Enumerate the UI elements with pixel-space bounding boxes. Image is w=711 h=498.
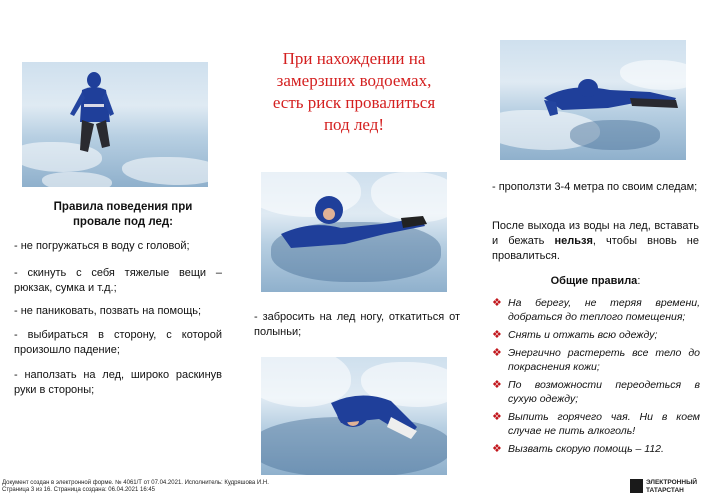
person-in-water-figure [261, 172, 447, 292]
page-title: При нахождении на замерзших водоемах, есть риск провалиться под лед! [272, 49, 436, 134]
after-exit-text [492, 219, 699, 264]
rules-item: - выбираться в сторону, с которой произошло падение; [14, 329, 222, 356]
rules-item: - не погружаться в воду с головой; [14, 240, 190, 252]
general-rule-item [492, 296, 700, 324]
photo-walking-on-ice [22, 62, 208, 187]
photo-climbing-out [261, 357, 447, 475]
general-rule-text: По возможности переодеться в сухую одежду; [508, 379, 700, 405]
after-exit-post: , чтобы вновь не провалиться. [492, 235, 699, 262]
general-rule-text: Вызвать скорую помощь – 112. [508, 443, 664, 455]
footer-line-2: Страница 3 из 16. Страница создана: 06.04.2021 16:45 [2, 487, 155, 493]
footer-line-1: Документ создан в электронной форме. № 4061/Т от 07.04.2021. Исполнитель: Кудряшова И.Н. [2, 480, 269, 486]
electronic-tatarstan-logo [630, 478, 710, 496]
crawl-instruction: - проползти 3-4 метра по своим следам; [492, 181, 698, 193]
person-climbing-figure [261, 357, 447, 475]
general-rule-item [492, 378, 700, 406]
general-rules-heading-colon: : [637, 275, 641, 287]
general-rules-heading-text: Общие правила [550, 275, 638, 287]
after-exit-pre: После выхода из воды на лед, вставать и бежать [492, 220, 699, 247]
logo-line-2: ТАТАРСТАН [646, 487, 684, 494]
diamond-bullet-icon: ❖ [492, 379, 502, 391]
general-rules-list [492, 296, 700, 460]
general-rule-item [492, 346, 700, 374]
general-rule-text: На берегу, не теряя времени, добраться до теплого помещения; [508, 297, 700, 323]
middle-instruction: - забросить на лед ногу, откатиться от полыньи; [254, 311, 460, 338]
diamond-bullet-icon: ❖ [492, 347, 502, 359]
rules-item: - скинуть с себя тяжелые вещи – рюкзак, сумка и т.д.; [14, 267, 222, 294]
diamond-bullet-icon: ❖ [492, 329, 502, 341]
general-rule-item [492, 328, 700, 342]
diamond-bullet-icon: ❖ [492, 297, 502, 309]
diamond-bullet-icon: ❖ [492, 411, 502, 423]
general-rule-text: Энергично растереть все тело до покраснения кожи; [508, 347, 700, 373]
logo-line-1: ЭЛЕКТРОННЫЙ [646, 479, 698, 486]
document-footer [2, 480, 269, 494]
photo-person-in-ice-hole [261, 172, 447, 292]
general-rule-item [492, 410, 700, 438]
photo-crawling-on-ice [500, 40, 686, 160]
logo-mark-icon [630, 479, 643, 493]
general-rules-heading [492, 274, 699, 289]
rules-item: - наползать на лед, широко раскинув руки в стороны; [14, 369, 222, 396]
general-rule-text: Снять и отжать всю одежду; [508, 329, 658, 341]
after-exit-bold: нельзя [554, 235, 593, 247]
crawling-person-figure [500, 40, 686, 160]
general-rule-item [492, 442, 700, 456]
rules-item: - не паниковать, позвать на помощь; [14, 305, 202, 317]
diamond-bullet-icon: ❖ [492, 443, 502, 455]
general-rule-text: Выпить горячего чая. Ни в коем случае не пить алкоголь! [508, 411, 700, 437]
rules-heading: Правила поведения при провале под лед: [53, 201, 193, 228]
walking-person-figure [22, 62, 208, 187]
